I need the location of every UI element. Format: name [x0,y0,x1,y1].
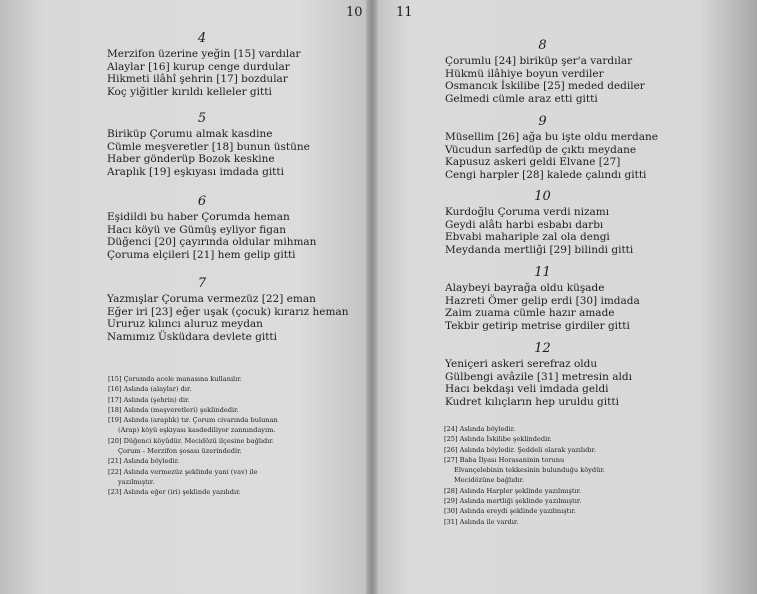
verse-line: Hükmü ilâhiye boyun verdiler [445,67,604,80]
verse-line: Eğer iri [23] eğer uşak (çocuk) kırarız heman [107,305,349,318]
footnote: [29] Aslında mertliği şeklinde yazılmıştır. [444,497,582,506]
verse-line: Haber gönderüp Bozok keskine [107,153,275,165]
stanza-number: 5 [197,111,207,126]
stanza [445,37,645,105]
verse-line: Hikmeti ilâhî şehrin [17] bozdular [107,73,288,85]
stanza-number: 10 [534,189,551,204]
footnote: [31] Aslında ile vardır. [444,517,519,526]
footnote: [19] Aslında (araplık) tır. Çorum civarında bulunan (Arap) köyü eşkıyası kasdediliyor zannındayım. [108,416,278,435]
footnote: [22] Aslında vermezüz şeklinde yani (vav) ile yazılmıştır. [108,467,258,486]
footnote: [17] Aslında (şehrin) dir. [108,395,190,404]
footnote: [25] Aslında İskilibe şeklindedir. [444,435,552,444]
left-page [0,0,372,594]
verse-line: Kapusuz askeri geldi Elvane [27] [445,156,621,168]
book-gutter [366,0,378,594]
verse-line: Ururuz kılıncı aluruz meydan [107,318,263,330]
verse-lines [107,293,349,343]
verse-line: Cümle meşveretler [18] bunun üstüne [107,140,310,153]
footnotes-left [108,374,278,498]
stanza-number: 6 [197,194,207,209]
verse-line: Namımız Üsküdara devlete gitti [107,330,277,343]
footnote: [27] Baba İlyası Horasaninin torunu Elvançelebinin tekkesinin bulunduğu köydür. Mecidözüne bağlıdır. [444,455,605,485]
footnote: [20] Düğenci köyüdür. Mecidözü ilçesine bağlıdır. Çorum - Merzifon şosası üzerindedir. [108,436,274,456]
verse-lines [107,128,310,178]
verse-lines [445,282,640,332]
verse-line: Kudret kılıçların hep uruldu gitti [445,395,619,408]
verse-line: Eşidildi bu haber Çorumda heman [107,211,290,223]
footnote: [23] Aslında eğer (iri) şeklinde yazılıdır. [108,488,241,497]
stanza [445,113,658,181]
page-number-left: 10 [346,5,363,20]
footnote: [18] Aslında (meşveretleri) şeklindedir. [108,405,239,414]
verse-line: Çoruma elçileri [21] hem gelip gitti [107,248,296,261]
verse-line: Hacı bekdaşı veli imdada geldi [445,383,609,395]
verse-line: Hazreti Ömer gelip erdi [30] imdada [445,294,640,307]
stanza [445,188,640,256]
stanza-number: 8 [538,38,547,53]
verse-lines [107,211,317,261]
verse-line: Alaybeyi bayrağa oldu küşade [445,282,605,294]
verse-line: Biriküp Çorumu almak kasdine [107,128,273,140]
stanza [445,340,640,408]
verse-line: Zaim zuama cümle hazır amade [445,307,615,319]
page-number-right: 11 [396,5,413,20]
stanza-number: 11 [534,265,551,280]
footnote: [16] Aslında (alaylar) dır. [108,385,192,394]
footnote: [26] Aslında böyledir. Şeddeli olarak yazılıdır. [444,445,596,454]
right-page [372,0,757,594]
stanza-number: 4 [197,31,207,46]
verse-lines [445,358,640,408]
verse-line: Osmancık İskilibe [25] meded dediler [445,80,645,92]
verse-line: Merzifon üzerine yeğin [15] vardılar [107,48,301,60]
footnote: [24] Aslında böyledir. [444,425,516,433]
verse-line: Kurdoğlu Çoruma verdi nizamı [445,206,610,218]
verse-line: Alaylar [16] kurup cenge durdular [107,60,290,73]
stanza-number: 12 [534,341,551,356]
stanza [107,110,310,178]
verse-line: Tekbir getirip metrise girdiler gitti [445,319,630,332]
verse-line: Yeniçeri askeri serefraz oldu [445,358,598,370]
footnotes-right [444,424,614,527]
stanza-number: 7 [197,276,207,291]
footnote: [30] Aslında ereydi şeklinde yazılmıştır. [444,507,576,516]
verse-line: Araplık [19] eşkıyası imdada gitti [107,165,284,178]
verse-lines [445,131,658,181]
footnote: [21] Aslında böyledir. [108,457,180,466]
verse-lines [107,48,301,98]
verse-lines [445,206,640,256]
verse-line: Ebvabi mahariple zal ola dengi [445,231,610,243]
verse-line: Cengi harpler [28] kalede çalındı gitti [445,168,647,181]
stanza [107,275,349,343]
verse-lines [445,55,645,105]
verse-line: Düğenci [20] çayırında oldular mihman [107,236,317,248]
verse-line: Vücudun sarfedüp de çıktı meydane [445,143,637,156]
verse-line: Meydanda mertliği [29] bilindi gitti [445,243,634,256]
verse-line: Hacı köyü ve Gümüş eyliyor figan [107,223,287,236]
verse-line: Yazmışlar Çoruma vermezüz [22] eman [107,293,316,305]
verse-line: Geydi alâtı harbi esbabı darbı [445,218,604,231]
verse-line: Gelmedi cümle araz etti gitti [445,92,598,105]
stanza [107,193,317,261]
footnote: [28] Aslında Harpler şeklinde yazılmıştır. [444,486,582,495]
verse-line: Müsellim [26] ağa bu işte oldu merdane [445,131,658,143]
stanza [445,264,640,332]
stanza-number: 9 [538,114,547,129]
verse-line: Çorumlu [24] biriküp şer'a vardılar [445,55,633,67]
verse-line: Gülbengi avâzile [31] metresin aldı [445,370,632,383]
verse-line: Koç yiğitler kırıldı kelleler gitti [107,85,272,98]
stanza [107,30,301,98]
footnote: [15] Çorumda acele manasına kullanılır. [108,375,242,383]
